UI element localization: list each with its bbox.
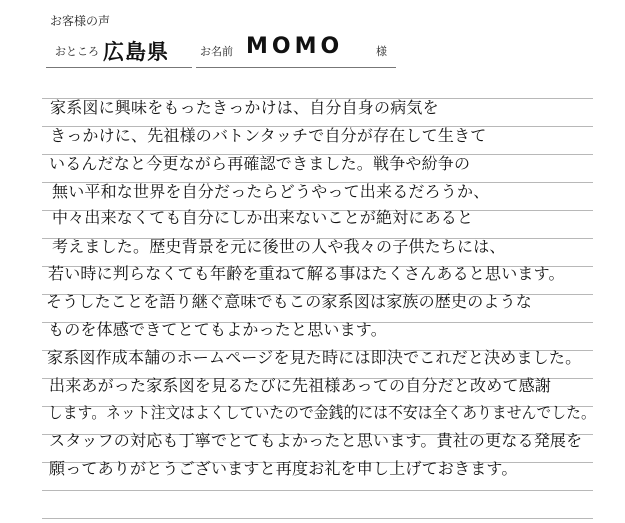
handwritten-line	[48, 264, 603, 284]
handwritten-line	[52, 208, 607, 228]
address-label: おところ	[55, 45, 99, 58]
handwritten-line-text: 若い時に判らなくても年齢を重ねて解る事はたくさんあると思います。	[48, 264, 565, 283]
handwritten-line	[48, 403, 603, 423]
handwritten-line	[49, 154, 604, 174]
handwritten-line-text: 中々出来なくても自分にしか出来ないことが絶対にあると	[52, 208, 474, 227]
name-label: お名前	[200, 45, 233, 58]
name-underline	[196, 67, 396, 68]
handwritten-line	[48, 320, 603, 340]
handwritten-line-text: いるんだなと今更ながら再確認できました。戦争や紛争の	[49, 154, 471, 173]
handwritten-line	[52, 237, 607, 257]
handwritten-line	[49, 459, 604, 479]
address-underline	[46, 67, 192, 68]
form-title: お客様の声	[50, 14, 111, 28]
handwritten-line	[52, 182, 607, 202]
handwritten-line-text: きっかけに、先祖様のバトンタッチで自分が存在して生きて	[50, 126, 487, 145]
handwritten-line-text: スタッフの対応も丁寧でとてもよかったと思います。貴社の更なる発展を	[49, 431, 583, 450]
handwritten-line-text: そうしたことを語り継ぐ意味でもこの家系図は家族の歴史のような	[46, 292, 533, 311]
handwritten-line-text: 家系図作成本舗のホームページを見た時には即決でこれだと決めました。	[47, 348, 582, 367]
handwritten-line-text: します。ネット注文はよくしていたので金銭的には不安は全くありませんでした。	[48, 403, 596, 422]
handwritten-line	[47, 348, 602, 368]
handwritten-line	[50, 98, 605, 118]
writing-rule	[42, 518, 593, 519]
handwritten-line	[50, 126, 605, 146]
handwritten-line	[49, 431, 604, 451]
handwritten-line	[46, 292, 601, 312]
handwritten-line-text: 無い平和な世界を自分だったらどうやって出来るだろうか、	[52, 182, 490, 201]
handwritten-line	[49, 376, 604, 396]
honorific-label: 様	[376, 45, 387, 58]
handwritten-line-text: 出来あがった家系図を見るたびに先祖様あっての自分だと改めて感謝	[49, 376, 552, 395]
handwritten-line-text: 願ってありがとうございますと再度お礼を申し上げておきます。	[49, 459, 518, 478]
handwritten-line-text: ものを体感できてとてもよかったと思います。	[48, 320, 387, 339]
writing-rule	[42, 490, 593, 491]
handwritten-line-text: 家系図に興味をもったきっかけは、自分自身の病気を	[50, 98, 439, 117]
name-value: MOMO	[246, 34, 344, 59]
address-value: 広島県	[103, 40, 169, 64]
handwritten-line-text: 考えました。歴史背景を元に後世の人や我々の子供たちには、	[52, 237, 506, 256]
